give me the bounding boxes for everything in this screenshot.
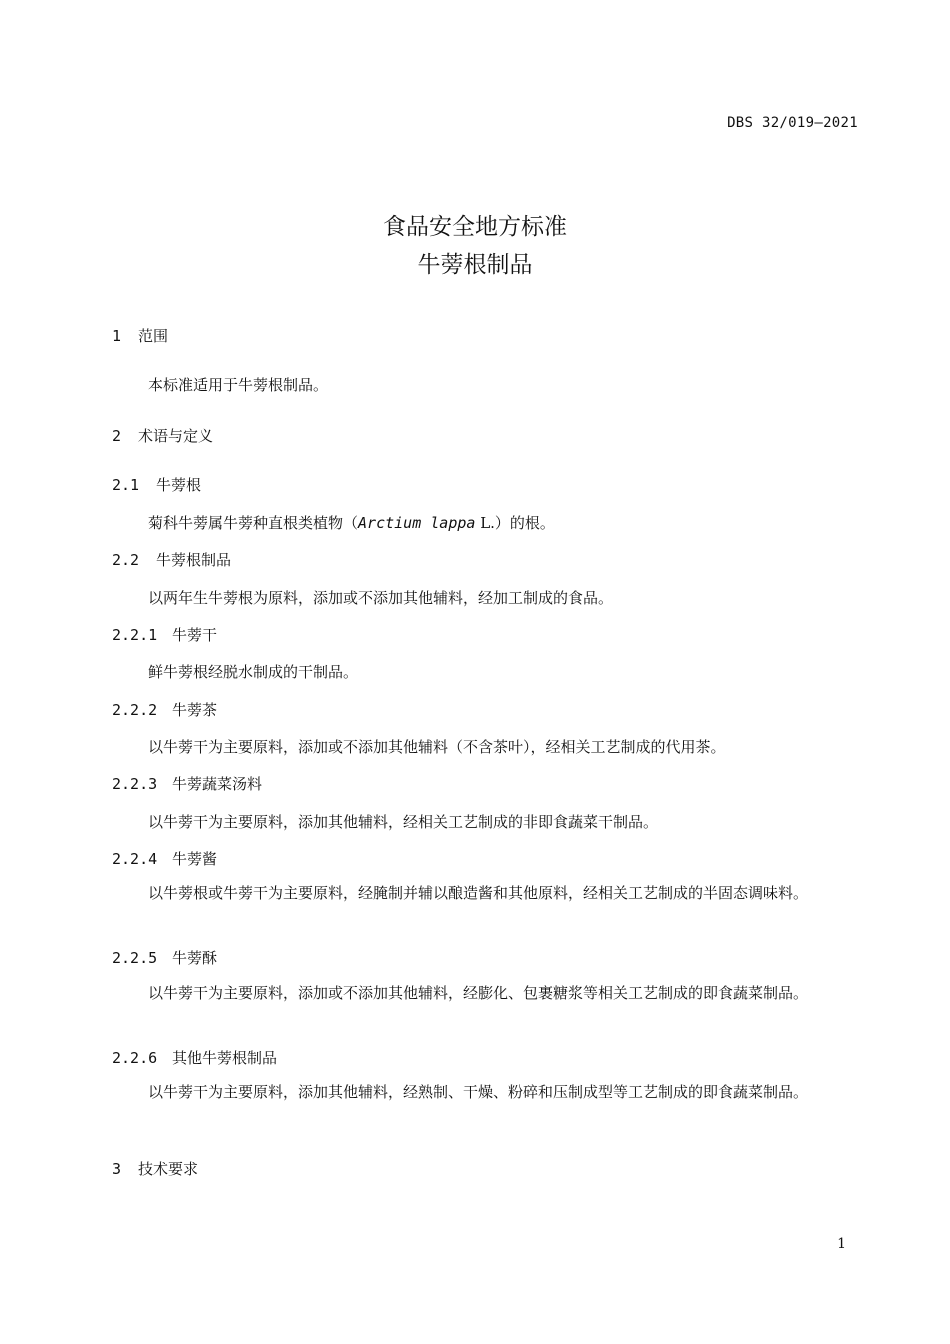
section-number: 3 (112, 1160, 122, 1178)
section-1-text: 本标准适用于牛蒡根制品。 (148, 376, 329, 394)
document-id: DBS 32/019—2021 (727, 115, 858, 131)
section-number: 2.2.3 (112, 775, 158, 793)
section-number: 2.2.4 (112, 850, 158, 868)
section-2-2-6-text: 以牛蒡干为主要原料，添加其他辅料，经熟制、干燥、粉碎和压制成型等工艺制成的即食蔬菜制品。 (148, 1083, 809, 1101)
section-2-2-heading (112, 549, 231, 570)
section-title: 其他牛蒡根制品 (172, 1049, 278, 1067)
section-number: 2.2.6 (112, 1049, 158, 1067)
latin-name: Arctium lappa (358, 514, 476, 532)
section-number: 2 (112, 427, 122, 445)
section-2-1-heading (112, 474, 201, 495)
section-2-2-6-heading (112, 1047, 277, 1068)
section-number: 2.2 (112, 551, 140, 569)
section-2-2-1-text: 鲜牛蒡根经脱水制成的干制品。 (148, 663, 359, 681)
page-number: 1 (837, 1236, 846, 1252)
section-number: 2.2.5 (112, 949, 158, 967)
section-number: 2.2.1 (112, 626, 158, 644)
standard-title: 食品安全地方标准 (383, 214, 567, 240)
section-2-1-text (148, 512, 555, 533)
section-2-2-3-heading (112, 773, 262, 794)
section-2-2-4-heading (112, 848, 217, 869)
section-2-2-text: 以两年生牛蒡根为原料，添加或不添加其他辅料，经加工制成的食品。 (148, 589, 614, 607)
section-3-heading (112, 1158, 198, 1179)
section-2-heading (112, 425, 213, 446)
section-title: 范围 (138, 327, 169, 345)
section-title: 牛蒡茶 (172, 701, 218, 719)
section-2-2-2-text: 以牛蒡干为主要原料，添加或不添加其他辅料（不含茶叶），经相关工艺制成的代用茶。 (148, 738, 726, 756)
section-2-2-5-heading (112, 947, 217, 968)
section-title: 牛蒡根制品 (156, 551, 232, 569)
section-title: 牛蒡根 (156, 476, 202, 494)
section-2-2-3-text: 以牛蒡干为主要原料，添加其他辅料，经相关工艺制成的非即食蔬菜干制品。 (148, 813, 659, 831)
section-number: 2.1 (112, 476, 140, 494)
section-2-2-1-heading (112, 624, 217, 645)
section-2-2-2-heading (112, 699, 217, 720)
section-1-heading (112, 325, 168, 346)
section-title: 牛蒡酱 (172, 850, 218, 868)
section-title: 牛蒡酥 (172, 949, 218, 967)
section-2-2-4-text: 以牛蒡根或牛蒡干为主要原料，经腌制并辅以酿造酱和其他原料，经相关工艺制成的半固态调味料。 (148, 884, 809, 902)
section-title: 牛蒡蔬菜汤料 (172, 775, 263, 793)
text-part: L.）的根。 (475, 514, 555, 532)
section-title: 技术要求 (138, 1160, 199, 1178)
section-title: 牛蒡干 (172, 626, 218, 644)
section-number: 2.2.2 (112, 701, 158, 719)
section-title: 术语与定义 (138, 427, 214, 445)
section-number: 1 (112, 327, 122, 345)
text-part: 菊科牛蒡属牛蒡种直根类植物（ (148, 514, 359, 532)
product-title: 牛蒡根制品 (417, 252, 533, 278)
section-2-2-5-text: 以牛蒡干为主要原料，添加或不添加其他辅料，经膨化、包裹糖浆等相关工艺制成的即食蔬菜制品。 (148, 984, 809, 1002)
